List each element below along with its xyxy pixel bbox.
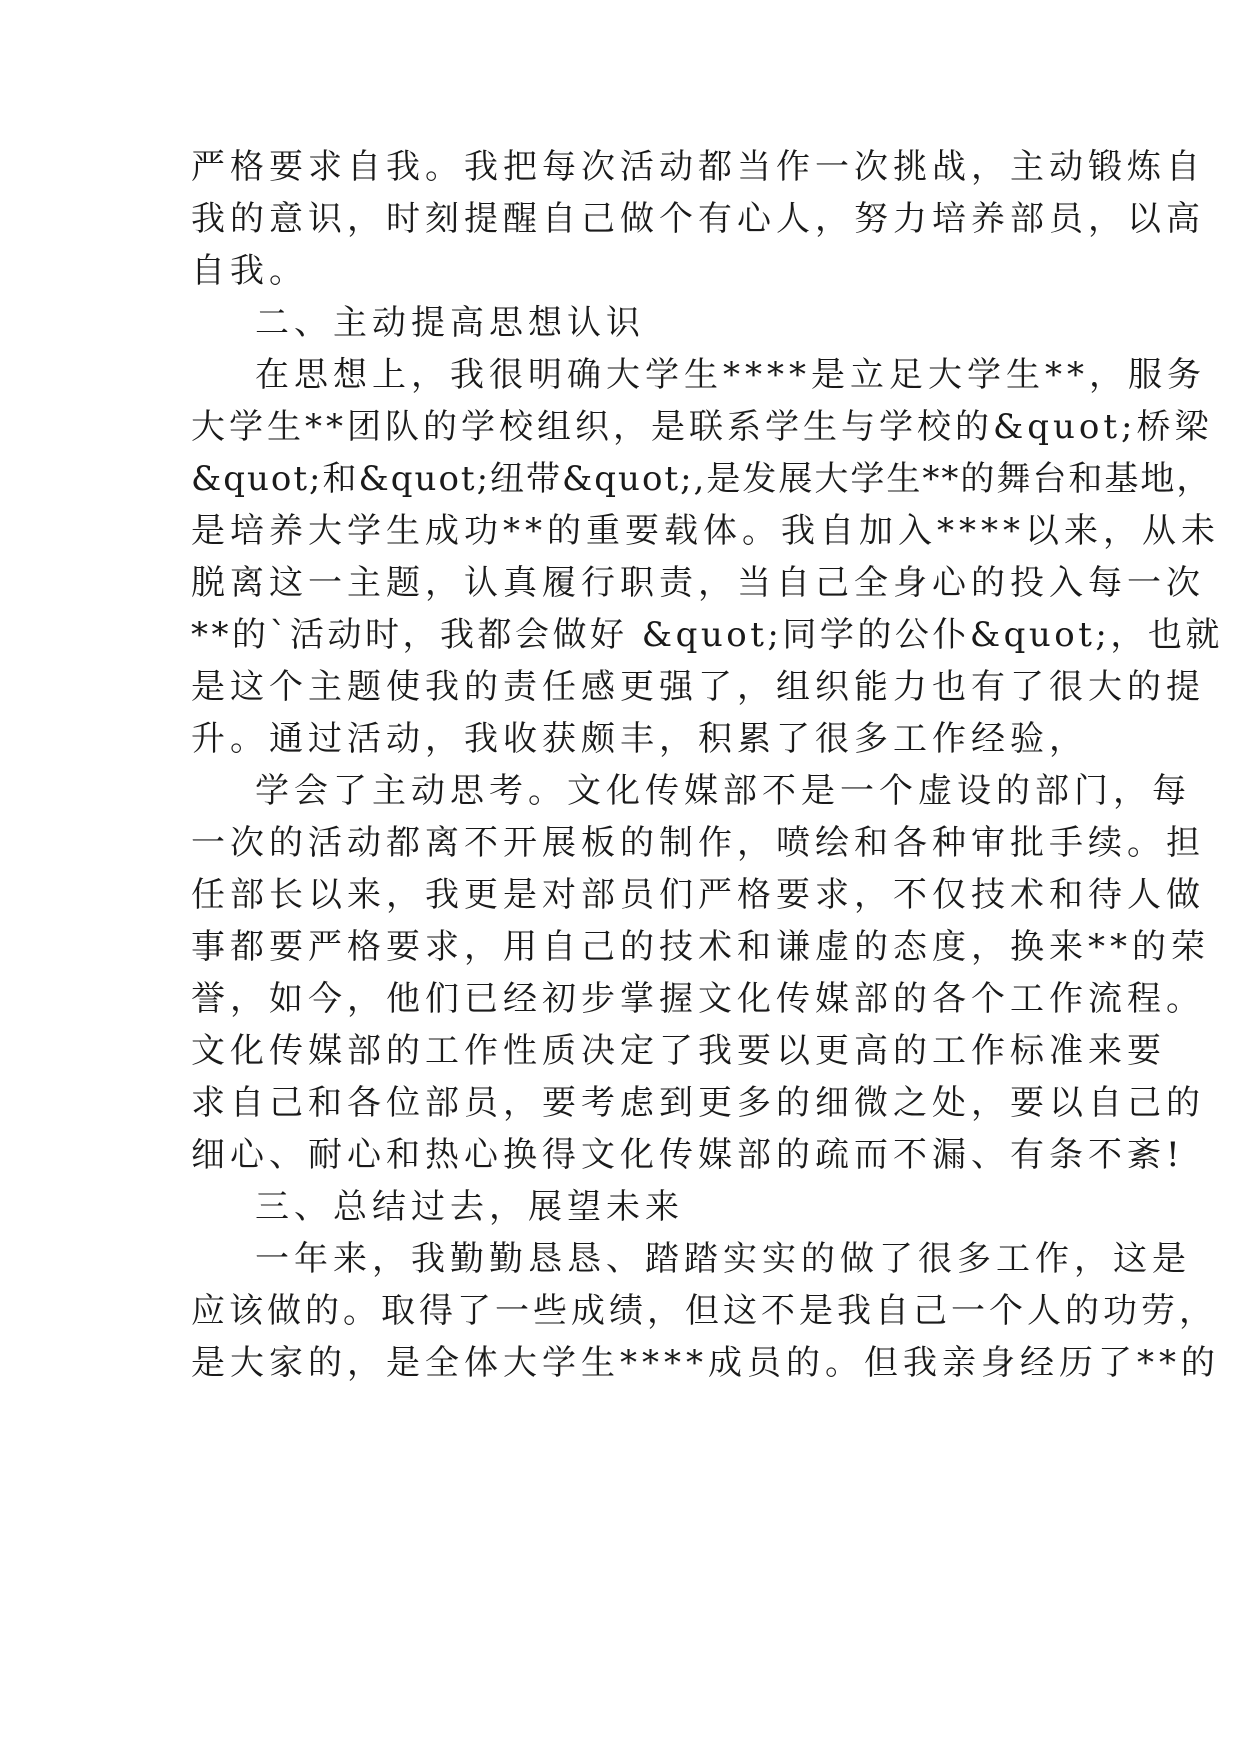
text-line: 事都要严格要求，用自己的技术和谦虚的态度，换来**的荣	[191, 927, 1210, 967]
section-heading: 二、主动提高思想认识	[255, 303, 645, 343]
text-line: 任部长以来，我更是对部员们严格要求，不仅技术和待人做	[191, 875, 1205, 915]
text-line: 学会了主动思考。文化传媒部不是一个虚设的部门，每	[255, 771, 1191, 811]
text-line: 是大家的，是全体大学生****成员的。但我亲身经历了**的	[191, 1343, 1220, 1383]
text-line: 严格要求自我。我把每次活动都当作一次挑战，主动锻炼自	[191, 147, 1205, 187]
text-line: 求自己和各位部员，要考虑到更多的细微之处，要以自己的	[191, 1083, 1205, 1123]
text-line: 自我。	[191, 251, 308, 291]
text-line: 文化传媒部的工作性质决定了我要以更高的工作标准来要	[191, 1031, 1166, 1071]
text-line: &quot;和&quot;纽带&quot;,是发展大学生**的舞台和基地，	[191, 459, 1213, 499]
text-line: 升。通过活动，我收获颇丰，积累了很多工作经验，	[191, 719, 1088, 759]
section-heading: 三、总结过去，展望未来	[255, 1187, 684, 1227]
text-line: 是培养大学生成功**的重要载体。我自加入****以来，从未	[191, 511, 1220, 551]
text-line: 一次的活动都离不开展板的制作，喷绘和各种审批手续。担	[191, 823, 1205, 863]
text-line: 脱离这一主题，认真履行职责，当自己全身心的投入每一次	[191, 563, 1205, 603]
text-line: 应该做的。取得了一些成绩，但这不是我自己一个人的功劳，	[191, 1291, 1217, 1331]
text-line: 我的意识，时刻提醒自己做个有心人，努力培养部员，以高	[191, 199, 1205, 239]
text-line: **的`活动时，我都会做好 &quot;同学的公仆&quot;，也就	[191, 615, 1223, 655]
text-line: 在思想上，我很明确大学生****是立足大学生**，服务	[255, 355, 1206, 395]
text-line: 誉，如今，他们已经初步掌握文化传媒部的各个工作流程。	[191, 979, 1205, 1019]
text-line: 大学生**团队的学校组织，是联系学生与学校的&quot;桥梁	[191, 407, 1213, 447]
text-line: 细心、耐心和热心换得文化传媒部的疏而不漏、有条不紊!	[191, 1135, 1185, 1175]
text-line: 一年来，我勤勤恳恳、踏踏实实的做了很多工作，这是	[255, 1239, 1191, 1279]
text-line: 是这个主题使我的责任感更强了，组织能力也有了很大的提	[191, 667, 1205, 707]
